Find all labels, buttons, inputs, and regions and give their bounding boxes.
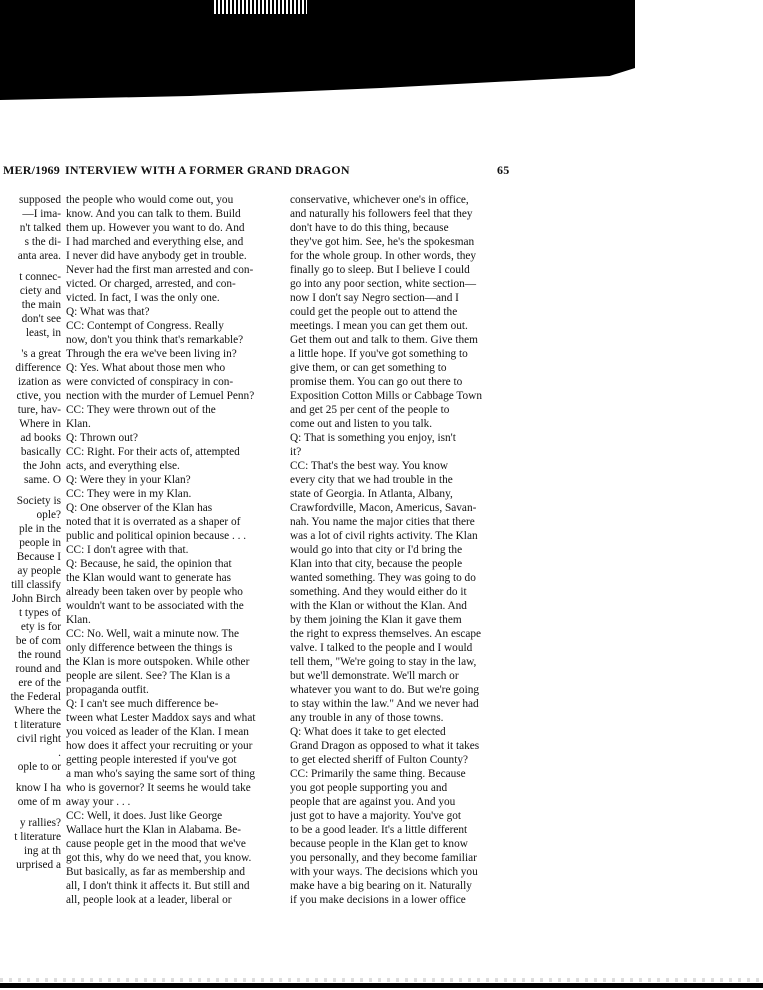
- text-line: 's a great: [21, 348, 61, 360]
- scan-speck: [515, 12, 523, 15]
- text-line: away your . . .: [66, 796, 131, 808]
- text-line: you got people supporting you and: [290, 782, 448, 794]
- text-line: was a lot of civil rights activity. The Klan: [290, 530, 478, 542]
- text-line: because people in the Klan get to know: [290, 838, 468, 850]
- text-line: people that are against you. And you: [290, 796, 456, 808]
- text-line: ety is for: [20, 621, 61, 633]
- text-line: for the whole group. In other words, they: [290, 250, 477, 262]
- text-line: t literature: [14, 719, 61, 731]
- text-line: Society is: [16, 495, 61, 507]
- text-line: the round: [18, 649, 61, 661]
- text-line: Q: What does it take to get elected: [290, 726, 446, 738]
- text-line: ture, hav-: [17, 404, 61, 416]
- text-line: and get 25 per cent of the people to: [290, 404, 450, 416]
- text-line: CC: That's the best way. You know: [290, 460, 449, 472]
- text-line: they've got him. See, he's the spokesman: [290, 236, 475, 248]
- text-line: and naturally his followers feel that they: [290, 208, 473, 220]
- text-line: could get the people out to attend the: [290, 306, 458, 318]
- text-line: John Birch: [11, 593, 61, 605]
- text-line: go into any poor section, white section—: [290, 278, 477, 290]
- text-line: the Federal: [10, 691, 61, 703]
- text-line: Grand Dragon as opposed to what it takes: [290, 740, 480, 752]
- text-line: ome of m: [17, 796, 61, 808]
- text-line: them up. However you want to do. And: [66, 222, 245, 234]
- text-line: but we'll demonstrate. We'll march or: [290, 670, 459, 682]
- text-line: come out and listen to you talk.: [290, 418, 433, 430]
- text-line: ay people: [17, 565, 61, 577]
- text-line: know I ha: [15, 782, 61, 794]
- text-line: ization as: [18, 376, 61, 388]
- text-line: the Klan is more outspoken. While other: [66, 656, 250, 668]
- text-line: you personally, and they become familiar: [290, 852, 477, 864]
- text-line: .: [58, 747, 61, 759]
- text-line: people are silent. See? The Klan is a: [66, 670, 231, 682]
- text-line: same. O: [23, 474, 61, 486]
- text-line: Through the era we've been living in?: [66, 348, 237, 360]
- text-line: were convicted of conspiracy in con-: [66, 376, 234, 388]
- text-line: till classify: [11, 579, 61, 591]
- text-line: how does it affect your recruiting or your: [66, 740, 253, 752]
- text-line: Where the: [14, 705, 61, 717]
- text-line: urprised a: [16, 859, 61, 871]
- text-line: CC: No. Well, wait a minute now. The: [66, 628, 240, 640]
- text-line: Crawfordville, Macon, Americus, Savan-: [290, 502, 477, 514]
- text-line: now, don't you think that's remarkable?: [66, 334, 244, 346]
- paragraph-gap: [0, 809, 61, 816]
- text-line: cause people get in the mood that we've: [66, 838, 246, 850]
- text-line: Q: Thrown out?: [66, 432, 138, 444]
- text-line: make have a big bearing on it. Naturally: [290, 880, 472, 892]
- text-line: by them joining the Klan it gave them: [290, 614, 462, 626]
- text-line: CC: Well, it does. Just like George: [66, 810, 223, 822]
- text-line: round and: [15, 663, 61, 675]
- paragraph-gap: [0, 340, 61, 347]
- text-line: only difference between the things is: [66, 642, 233, 654]
- text-line: y rallies?: [19, 817, 61, 829]
- text-line: Wallace hurt the Klan in Alabama. Be-: [66, 824, 242, 836]
- text-line: the main: [21, 299, 61, 311]
- text-line: getting people interested if you've got: [66, 754, 237, 766]
- text-line: finally go to sleep. But I believe I could: [290, 264, 470, 276]
- text-line: CC: Contempt of Congress. Really: [66, 320, 224, 332]
- text-line: with your ways. The decisions which you: [290, 866, 478, 878]
- text-line: t literature: [14, 831, 61, 843]
- text-line: all, people look at a leader, liberal or: [66, 894, 232, 906]
- right-column: [290, 193, 508, 907]
- text-line: with the Klan or without the Klan. And: [290, 600, 467, 612]
- text-line: Klan.: [66, 614, 91, 626]
- text-line: the John: [23, 460, 61, 472]
- text-line: Where in: [19, 418, 61, 430]
- text-line: —I ima-: [22, 208, 61, 220]
- running-head: [0, 163, 763, 179]
- header-date: MER/1969: [3, 163, 60, 177]
- text-line: noted that it is overrated as a shaper of: [66, 516, 241, 528]
- text-line: ere of the: [18, 677, 61, 689]
- text-line: a little hope. If you've got something to: [290, 348, 468, 360]
- text-line: Never had the first man arrested and con-: [66, 264, 254, 276]
- text-line: don't see: [21, 313, 61, 325]
- middle-column: [66, 193, 278, 907]
- text-line: acts, and everything else.: [66, 460, 180, 472]
- text-line: ctive, you: [16, 390, 61, 402]
- text-line: victed. Or charged, arrested, and con-: [66, 278, 236, 290]
- text-line: state of Georgia. In Atlanta, Albany,: [290, 488, 453, 500]
- text-line: Exposition Cotton Mills or Cabbage Town: [290, 390, 482, 402]
- text-line: Because I: [16, 551, 61, 563]
- text-line: valve. I talked to the people and I would: [290, 642, 473, 654]
- header-title: INTERVIEW WITH A FORMER GRAND DRAGON: [65, 163, 350, 177]
- text-line: n't talked: [19, 222, 61, 234]
- text-line: Q: I can't see much difference be-: [66, 698, 219, 710]
- text-line: whatever you want to do. But we're going: [290, 684, 480, 696]
- text-line: give them, or can get something to: [290, 362, 447, 374]
- scan-bottom-noise: [0, 978, 763, 982]
- text-line: least, in: [25, 327, 61, 339]
- text-line: Q: One observer of the Klan has: [66, 502, 213, 514]
- text-line: just got to have a majority. You've got: [290, 810, 462, 822]
- text-line: Get them out and talk to them. Give them: [290, 334, 478, 346]
- text-line: civil right: [16, 733, 61, 745]
- text-line: Q: Yes. What about those men who: [66, 362, 226, 374]
- text-line: who is governor? It seems he would take: [66, 782, 251, 794]
- text-line: promise them. You can go out there to: [290, 376, 463, 388]
- text-line: the people who would come out, you: [66, 194, 234, 206]
- text-line: the right to express themselves. An escape: [290, 628, 482, 640]
- text-line: a man who's saying the same sort of thing: [66, 768, 256, 780]
- text-line: be of com: [15, 635, 61, 647]
- text-line: public and political opinion because . . .: [66, 530, 247, 542]
- text-line: nah. You name the major cities that there: [290, 516, 475, 528]
- text-line: if you make decisions in a lower office: [290, 894, 466, 906]
- paragraph-gap: [0, 263, 61, 270]
- text-line: it?: [290, 446, 302, 458]
- text-line: t connec-: [19, 271, 61, 283]
- text-line: conservative, whichever one's in office,: [290, 194, 469, 206]
- text-line: people in: [19, 537, 61, 549]
- text-line: victed. In fact, I was the only one.: [66, 292, 220, 304]
- scan-bottom-edge: [0, 983, 763, 988]
- text-line: got this, why do we need that, you know.: [66, 852, 252, 864]
- text-line: s the di-: [24, 236, 61, 248]
- text-line: don't have to do this thing, because: [290, 222, 449, 234]
- text-line: CC: Primarily the same thing. Because: [290, 768, 466, 780]
- text-line: Q: Were they in your Klan?: [66, 474, 191, 486]
- text-line: you voiced as leader of the Klan. I mean: [66, 726, 249, 738]
- paragraph-gap: [0, 774, 61, 781]
- text-line: to be a good leader. It's a little different: [290, 824, 468, 836]
- text-line: basically: [20, 446, 61, 458]
- text-line: I had marched and everything else, and: [66, 236, 244, 248]
- text-line: every city that we had trouble in the: [290, 474, 453, 486]
- text-line: ad books: [20, 432, 61, 444]
- left-column-fragments: [0, 193, 61, 872]
- text-line: CC: I don't agree with that.: [66, 544, 189, 556]
- text-line: I never did have anybody get in trouble.: [66, 250, 247, 262]
- text-line: CC: Right. For their acts of, attempted: [66, 446, 240, 458]
- text-line: Q: That is something you enjoy, isn't: [290, 432, 456, 444]
- text-line: tween what Lester Maddox says and what: [66, 712, 256, 724]
- text-line: CC: They were in my Klan.: [66, 488, 192, 500]
- text-line: ing at th: [23, 845, 61, 857]
- text-line: anta area.: [17, 250, 61, 262]
- text-line: But basically, as far as membership and: [66, 866, 246, 878]
- text-line: ple in the: [18, 523, 61, 535]
- scan-noise: [212, 0, 307, 14]
- text-line: ople?: [36, 509, 61, 521]
- text-line: already been taken over by people who: [66, 586, 243, 598]
- text-line: ople to or: [17, 761, 61, 773]
- text-line: difference: [15, 362, 61, 374]
- text-line: tell them, "We're going to stay in the law,: [290, 656, 477, 668]
- text-line: propaganda outfit.: [66, 684, 149, 696]
- paragraph-gap: [0, 487, 61, 494]
- text-line: meetings. I mean you can get them out.: [290, 320, 468, 332]
- scan-dark-band: [0, 0, 635, 100]
- text-line: the Klan would want to generate has: [66, 572, 232, 584]
- text-line: to get elected sheriff of Fulton County?: [290, 754, 468, 766]
- text-line: Q: What was that?: [66, 306, 150, 318]
- text-line: all, I don't think it affects it. But still and: [66, 880, 250, 892]
- text-line: wanted something. They was going to do: [290, 572, 476, 584]
- text-line: now I don't say Negro section—and I: [290, 292, 459, 304]
- text-line: any trouble in any of those towns.: [290, 712, 444, 724]
- text-line: supposed: [18, 194, 61, 206]
- text-line: Klan into that city, because the people: [290, 558, 463, 570]
- text-line: Klan.: [66, 418, 91, 430]
- text-line: Q: Because, he said, the opinion that: [66, 558, 232, 570]
- text-line: nection with the murder of Lemuel Penn?: [66, 390, 255, 402]
- text-line: CC: They were thrown out of the: [66, 404, 216, 416]
- text-line: know. And you can talk to them. Build: [66, 208, 241, 220]
- page-number: 65: [497, 163, 510, 177]
- text-line: something. And they would either do it: [290, 586, 467, 598]
- text-line: would go into that city or I'd bring the: [290, 544, 463, 556]
- text-line: t types of: [18, 607, 61, 619]
- text-line: wouldn't want to be associated with the: [66, 600, 244, 612]
- text-line: to stay within the law." And we never had: [290, 698, 479, 710]
- text-line: ciety and: [19, 285, 61, 297]
